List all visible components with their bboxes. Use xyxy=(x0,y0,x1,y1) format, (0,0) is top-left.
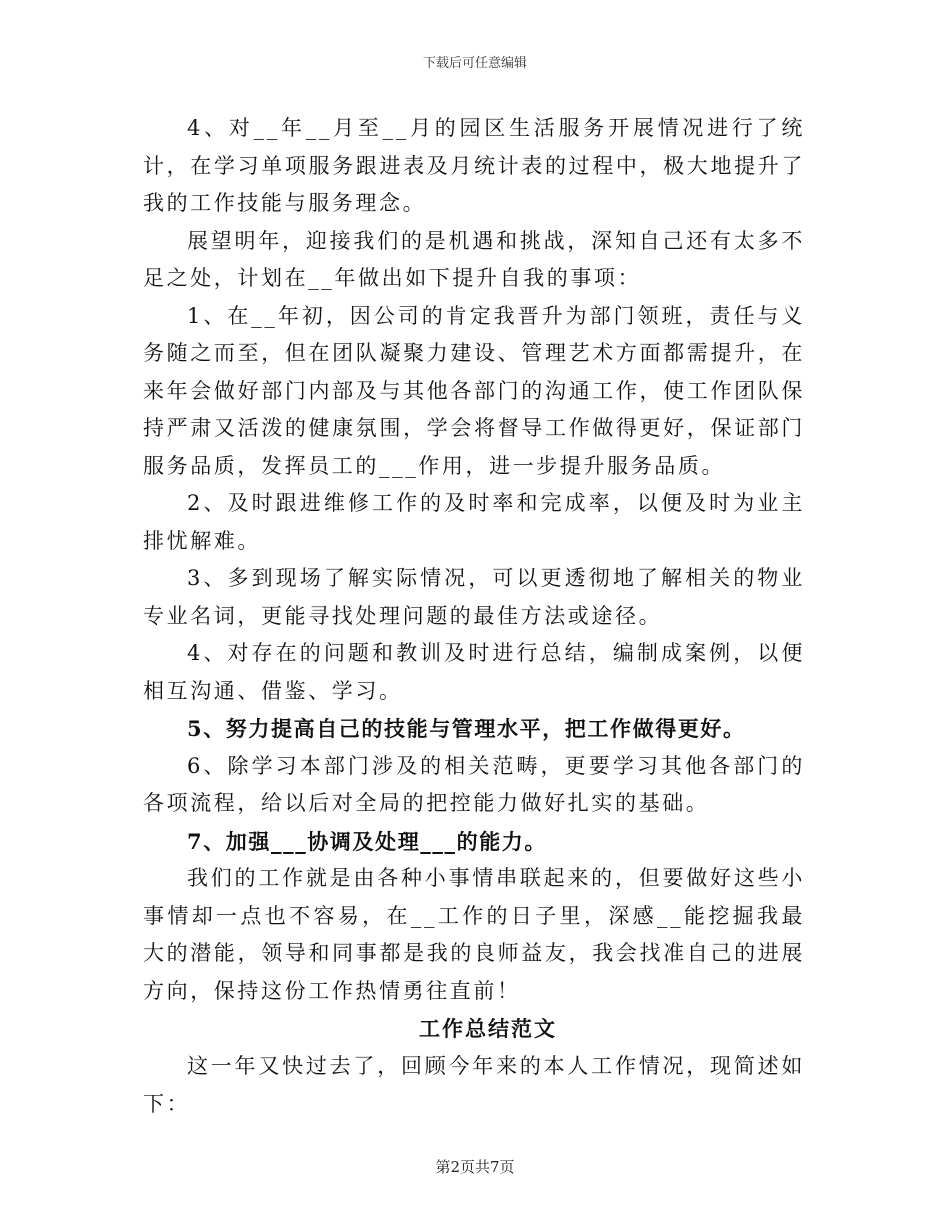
paragraph-plan-item-4: 4、对存在的问题和教训及时进行总结，编制成案例，以便相互沟通、借鉴、学习。 xyxy=(143,641,805,703)
paragraph-plan-item-3: 3、多到现场了解实际情况，可以更透彻地了解相关的物业专业名词，更能寻找处理问题的最佳方法或途径。 xyxy=(143,566,805,628)
paragraph-plan-item-2: 2、及时跟进维修工作的及时率和完成率，以便及时为业主排忧解难。 xyxy=(143,491,805,553)
page-number: 第2页共7页 xyxy=(435,1158,515,1176)
paragraph-conclusion: 我们的工作就是由各种小事情串联起来的，但要做好这些小事情却一点也不容易，在__工作的日子里，深感__能挖掘我最大的潜能，领导和同事都是我的良师益友，我会找准自己的进展方向，保持这份工作热情勇往直前！ xyxy=(143,866,805,1003)
section-title: 工作总结范文 xyxy=(419,1016,557,1041)
paragraph-plan-item-1: 1、在__年初，因公司的肯定我晋升为部门领班，责任与义务随之而至，但在团队凝聚力建设、管理艺术方面都需提升，在来年会做好部门内部及与其他各部门的沟通工作，使工作团队保持严肃又活泼的健康氛围，学会将督导工作做得更好，保证部门服务品质，发挥员工的___作用，进一步提升服务品质。 xyxy=(143,303,805,478)
paragraph-stats-item-4: 4、对__年__月至__月的园区生活服务开展情况进行了统计，在学习单项服务跟进表及月统计表的过程中，极大地提升了我的工作技能与服务理念。 xyxy=(143,116,805,215)
paragraph-plan-item-6: 6、除学习本部门涉及的相关范畴，更要学习其他各部门的各项流程，给以后对全局的把控能力做好扎实的基础。 xyxy=(143,753,805,815)
paragraph-outlook: 展望明年，迎接我们的是机遇和挑战，深知自己还有太多不足之处，计划在__年做出如下提升自我的事项： xyxy=(143,228,805,290)
paragraph-plan-item-7: 7、加强___协调及处理___的能力。 xyxy=(187,828,548,854)
paragraph-plan-item-5: 5、努力提高自己的技能与管理水平，把工作做得更好。 xyxy=(187,716,746,741)
document-body xyxy=(143,110,805,1123)
page-header: 下载后可任意编辑 xyxy=(422,56,527,71)
section-intro: 这一年又快过去了，回顾今年来的本人工作情况，现简述如下： xyxy=(143,1054,805,1116)
